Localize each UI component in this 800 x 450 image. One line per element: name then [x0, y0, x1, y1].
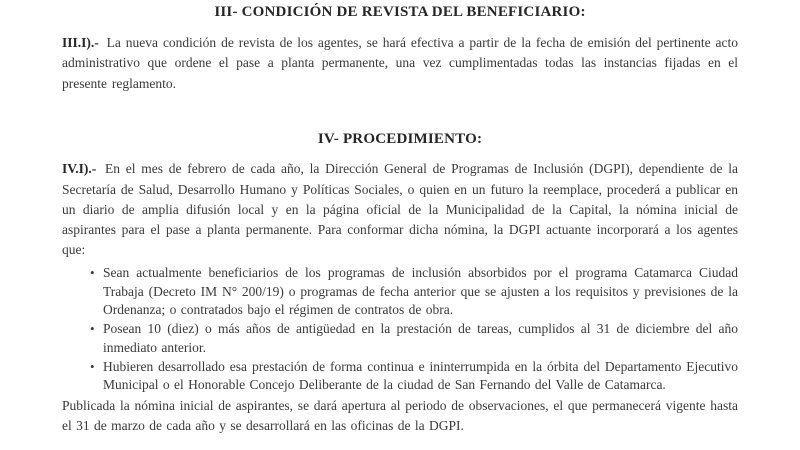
- eligibility-bullet-list: [62, 264, 738, 396]
- section-iii-heading: III- CONDICIÓN DE REVISTA DEL BENEFICIARIO:: [214, 4, 586, 20]
- clause-iii-i-label: III.I).-: [62, 35, 99, 50]
- list-item: • Hubieren desarrollado esa prestación de forma continua e ininterrumpida en la órbita del Departamento Ejecutivo Municipal o el Honorable Concejo Deliberante de la ciudad de San Fernando del Valle de Catamarca.: [103, 358, 738, 396]
- clause-iv-i: [62, 159, 738, 260]
- list-item: • Sean actualmente beneficiarios de los programas de inclusión absorbidos por el programa Catamarca Ciudad Trabaja (Decreto IM N° 200/19) o programas de fecha anterior que se ajusten a los requisitos y previsiones de la Ordenanza; o contratados bajo el régimen de contratos de obra.: [103, 264, 738, 320]
- list-item: • Posean 10 (diez) o más años de antigüedad en la prestación de tareas, cumplidos al 31 de diciembre del año inmediato anterior.: [103, 320, 738, 358]
- clause-iv-i-label: IV.I).-: [62, 161, 97, 177]
- closing-paragraph: Publicada la nómina inicial de aspirantes, se dará apertura al periodo de observaciones, el que permanecerá vigente hasta el 31 de marzo de cada año y se desarrollará en las oficinas de la DGPI.: [62, 398, 738, 434]
- section-iv-heading: IV- PROCEDIMIENTO:: [317, 131, 483, 148]
- clause-iii-i-text: La nueva condición de revista de los agentes, se hará efectiva a partir de la fecha de emisión del pertinente acto administrativo que ordene el pase a planta permanente, una vez cumplimentadas todas las instancias fijadas en el presente reglamento.: [62, 35, 738, 91]
- clause-iii-i: [62, 33, 738, 94]
- clause-iv-i-text: En el mes de febrero de cada año, la Dirección General de Programas de Inclusión (DGPI), dependiente de la Secretaría de Salud, Desarrollo Humano y Políticas Sociales, o quien en un futuro la reemplace, procederá a publicar en un diario de amplia difusión local y en la página oficial de la Municipalidad de la Capital, la nómina inicial de aspirantes para el pase a planta permanente. Para conformar dicha nómina, la DGPI actuante incorporará a los agentes que:: [62, 161, 738, 258]
